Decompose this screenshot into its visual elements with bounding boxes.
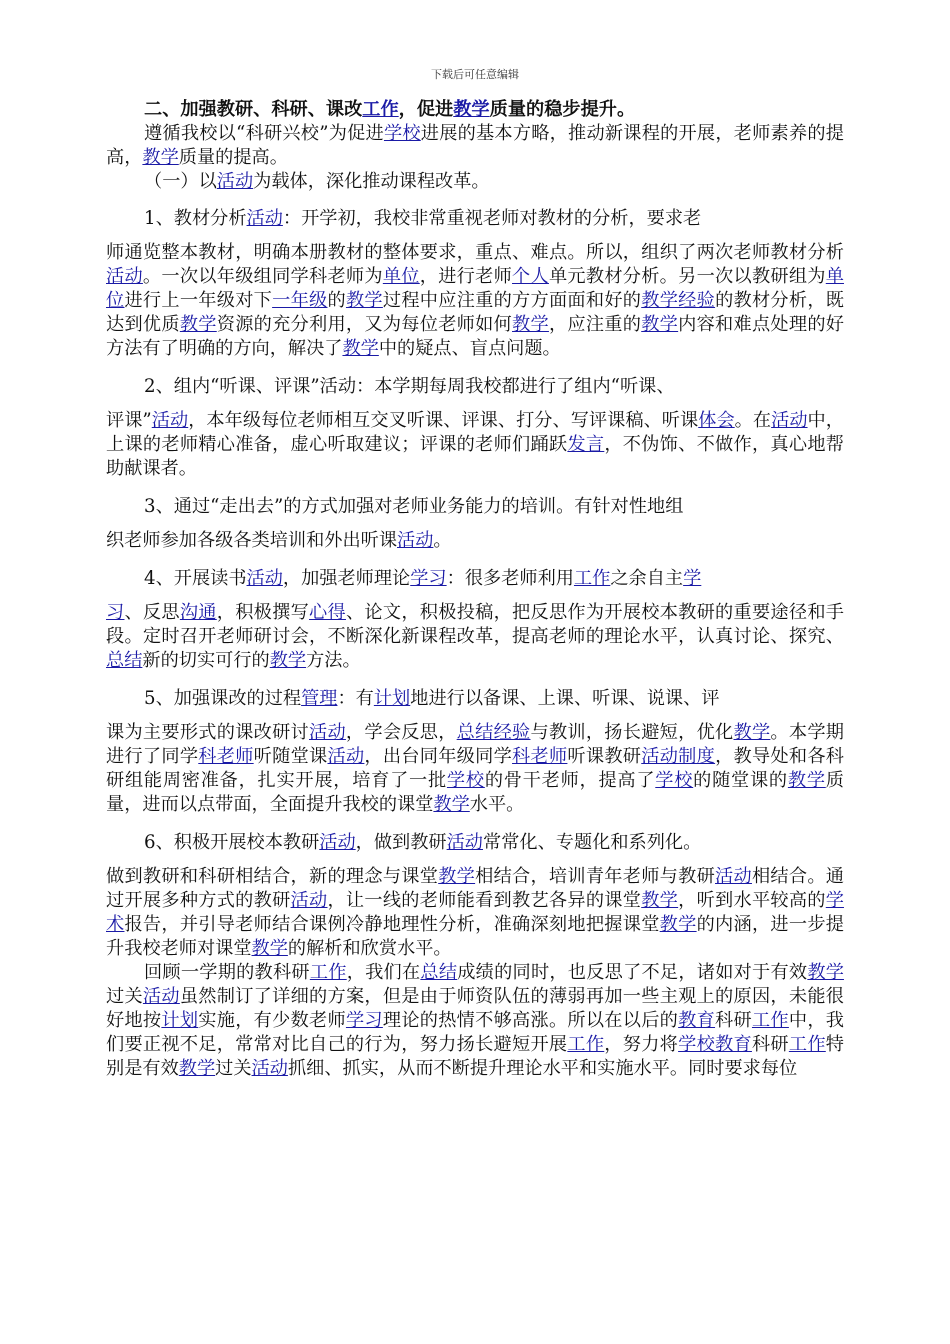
text-run: 5、加强课改的过程 xyxy=(144,688,302,709)
hyperlink[interactable]: 教学 xyxy=(342,338,379,359)
hyperlink[interactable]: 总结经验 xyxy=(456,722,531,743)
text-run: ，让一线的老师能看到教艺各异的课堂 xyxy=(327,890,642,911)
text-run: 做到教研和科研相结合，新的理念与课堂 xyxy=(106,866,439,887)
item-paragraph-6 xyxy=(106,831,844,961)
hyperlink[interactable]: 一年级 xyxy=(272,290,328,311)
text-run: 的内涵，进一步提升我校老师对课堂 xyxy=(106,914,844,959)
text-run: 进展的基本方略，推动新课程的开展，老师素养的提高， xyxy=(106,123,844,168)
text-run: ，积极撰写 xyxy=(216,602,310,623)
text-run: ，我们在 xyxy=(346,962,421,983)
text-run: 听课教研 xyxy=(567,746,642,767)
hyperlink[interactable]: 学校教育 xyxy=(678,1034,752,1055)
hyperlink[interactable]: 计划 xyxy=(161,1010,199,1031)
hyperlink[interactable]: 体会 xyxy=(698,410,735,431)
hyperlink[interactable]: 活动 xyxy=(142,986,180,1007)
text-run: ，加强老师理论 xyxy=(282,568,411,589)
hyperlink[interactable]: 科老师 xyxy=(512,746,568,767)
text-run: ：很多老师利用 xyxy=(446,568,574,589)
text-run: 内容和难点处理的好方法有了明确的方向，解决了 xyxy=(106,314,844,359)
item-paragraph-2 xyxy=(106,375,844,481)
hyperlink[interactable]: 学习 xyxy=(345,1010,383,1031)
paragraph-first-line xyxy=(106,495,844,519)
hyperlink[interactable]: 工作 xyxy=(751,1010,789,1031)
hyperlink[interactable]: 教学 xyxy=(178,1058,216,1079)
text-run: 。 xyxy=(433,530,452,551)
text-run: 过程中应注重的方方面面和好的 xyxy=(382,290,642,311)
text-run: 成绩的同时，也反思了不足，诸如对于有效 xyxy=(457,962,808,983)
text-run: 质量的稳步提升。 xyxy=(489,99,636,120)
hyperlink[interactable]: 教学经验 xyxy=(641,290,716,311)
hyperlink[interactable]: 教学 xyxy=(787,770,826,791)
paragraph-first-line xyxy=(106,567,844,591)
text-run: 新的切实可行的 xyxy=(142,650,270,671)
hyperlink[interactable]: 工作 xyxy=(567,1034,605,1055)
text-run: 。在 xyxy=(734,410,772,431)
text-run: ，不伪饰、不做作，真心地帮助献课者。 xyxy=(106,434,844,479)
hyperlink[interactable]: 活动 xyxy=(446,832,483,853)
text-run: 科研 xyxy=(715,1010,752,1031)
hyperlink[interactable]: 心得 xyxy=(309,602,346,623)
section-heading xyxy=(106,98,844,122)
hyperlink[interactable]: 学术 xyxy=(106,890,844,935)
text-run: 理论的热情不够高涨。所以在以后的 xyxy=(382,1010,679,1031)
hyperlink[interactable]: 个人 xyxy=(512,266,549,287)
hyperlink[interactable]: 活动 xyxy=(246,568,283,589)
hyperlink[interactable]: 活动 xyxy=(327,746,365,767)
hyperlink[interactable]: 活动 xyxy=(251,1058,288,1079)
text-run: 之余自主 xyxy=(610,568,684,589)
hyperlink[interactable]: 总结 xyxy=(106,650,143,671)
item-paragraph-4 xyxy=(106,567,844,673)
text-run: 科研 xyxy=(751,1034,789,1055)
text-run: ：开学初，我校非常重视老师对教材的分析，要求老 xyxy=(282,208,702,229)
intro-paragraph xyxy=(106,122,844,170)
text-run: 相结合。通过开展多种方式的教研 xyxy=(106,866,844,911)
text-run: 课为主要形式的课改研讨 xyxy=(106,722,309,743)
hyperlink[interactable]: 活动 xyxy=(106,266,143,287)
hyperlink[interactable]: 教学 xyxy=(433,794,470,815)
text-run: 中，上课的老师精心准备，虚心听取建议；评课的老师们踊跃 xyxy=(106,410,844,455)
text-run: 的 xyxy=(327,290,346,311)
text-run: 中，我们要正视不足，常常对比自己的行为，努力扬长避短开展 xyxy=(106,1010,844,1055)
text-run: 实施，有少数老师 xyxy=(198,1010,346,1031)
hyperlink[interactable]: 学校 xyxy=(383,123,421,144)
text-run: 过关 xyxy=(106,986,143,1007)
text-run: ，做到教研 xyxy=(355,832,447,853)
hyperlink[interactable]: 工作 xyxy=(573,568,611,589)
text-run: 听随堂课 xyxy=(253,746,328,767)
text-run: 1、教材分析 xyxy=(144,208,247,229)
hyperlink[interactable]: 教学 xyxy=(453,99,490,120)
hyperlink[interactable]: 活动 xyxy=(216,171,254,192)
hyperlink[interactable]: 单位 xyxy=(382,266,420,287)
text-run: 资源的充分利用，又为每位老师如何 xyxy=(216,314,513,335)
text-run: ，促进 xyxy=(398,99,454,120)
hyperlink[interactable]: 教学 xyxy=(733,722,771,743)
text-run: 2、组内“听课、评课”活动：本学期每周我校都进行了组内“听课、 xyxy=(144,376,675,397)
text-run: ，努力将 xyxy=(604,1034,679,1055)
text-run: 过关 xyxy=(215,1058,252,1079)
text-run: （一）以 xyxy=(144,171,217,192)
text-run: 、反思 xyxy=(124,602,180,623)
hyperlink[interactable]: 活动 xyxy=(246,208,283,229)
paragraph-first-line xyxy=(106,687,844,711)
paragraph-first-line xyxy=(106,207,844,231)
text-run: 、论文，积极投稿，把反思作为开展校本教研的重要途径和手段。定时召开老师研讨会，不断深化新课程改革，提高老师的理论水平，认真讨论、探究、 xyxy=(106,602,844,647)
hyperlink[interactable]: 教学 xyxy=(269,650,307,671)
hyperlink[interactable]: 活动 xyxy=(715,866,752,887)
text-run: 二、加强教研、科研、课改 xyxy=(144,99,363,120)
text-run: 织老师参加各级各类培训和外出听课 xyxy=(106,530,398,551)
text-run: ，出台同年级同学 xyxy=(364,746,513,767)
item-paragraph-3 xyxy=(106,495,844,553)
hyperlink[interactable]: 教学 xyxy=(807,962,844,983)
text-run: 师通览整本教材，明确本册教材的整体要求，重点、难点。所以，组织了两次老师教材分析 xyxy=(106,242,844,263)
hyperlink[interactable]: 计划 xyxy=(373,688,411,709)
text-run: 评课” xyxy=(106,410,152,431)
text-run: 的随堂课的 xyxy=(693,770,788,791)
hyperlink[interactable]: 学习 xyxy=(410,568,447,589)
hyperlink[interactable]: 科老师 xyxy=(198,746,254,767)
text-run: 的骨干老师，提高了 xyxy=(484,770,656,791)
text-run: 6、积极开展校本教研 xyxy=(144,832,320,853)
text-run: 常常化、专题化和系列化。 xyxy=(483,832,702,853)
text-run: 。一次以年级组同学科老师为 xyxy=(142,266,383,287)
hyperlink[interactable]: 活动 xyxy=(309,722,346,743)
text-run: 单元教材分析。另一次以教研组为 xyxy=(548,266,826,287)
hyperlink[interactable]: 活动制度 xyxy=(641,746,716,767)
paragraph-first-line xyxy=(106,831,844,855)
subsection-title xyxy=(106,170,844,194)
text-run: 遵循我校以“科研兴校”为促进 xyxy=(144,123,384,144)
text-run: ，学会反思， xyxy=(345,722,457,743)
hyperlink[interactable]: 沟通 xyxy=(179,602,217,623)
hyperlink[interactable]: 单位 xyxy=(106,266,844,311)
text-run: ：有 xyxy=(337,688,374,709)
hyperlink[interactable]: 教学 xyxy=(659,914,697,935)
hyperlink[interactable]: 工作 xyxy=(309,962,347,983)
text-run: 回顾一学期的教科研 xyxy=(144,962,310,983)
text-run: ，进行老师 xyxy=(419,266,513,287)
item-paragraph-5 xyxy=(106,687,844,817)
hyperlink[interactable]: 活动 xyxy=(151,410,189,431)
text-run: ，听到水平较高的 xyxy=(678,890,826,911)
hyperlink[interactable]: 教育 xyxy=(678,1010,716,1031)
hyperlink[interactable]: 教学 xyxy=(179,314,217,335)
hyperlink[interactable]: 工作 xyxy=(362,99,399,120)
hyperlink[interactable]: 学校 xyxy=(655,770,694,791)
hyperlink[interactable]: 活动 xyxy=(319,832,356,853)
text-run: 虽然制订了详细的方案，但是由于师资队伍的薄弱再加一些主观上的原因，未能很好地按 xyxy=(106,986,844,1031)
hyperlink[interactable]: 学校 xyxy=(446,770,485,791)
text-run: 相结合，培训青年老师与教研 xyxy=(475,866,716,887)
hyperlink[interactable]: 教学 xyxy=(142,147,179,168)
text-run: 的解析和欣赏水平。 xyxy=(287,938,452,959)
text-run: 水平。 xyxy=(469,794,525,815)
hyperlink[interactable]: 活动 xyxy=(771,410,808,431)
text-run: 的教材分析，既达到优质 xyxy=(106,290,844,335)
document-body xyxy=(106,98,844,1081)
text-run: 3、通过“走出去”的方式加强对老师业务能力的培训。有针对性地组 xyxy=(144,496,684,517)
paragraph-first-line xyxy=(106,375,844,399)
hyperlink[interactable]: 教学 xyxy=(512,314,549,335)
review-paragraph xyxy=(106,961,844,1081)
hyperlink[interactable]: 习 xyxy=(106,602,125,623)
text-run: 为载体，深化推动课程改革。 xyxy=(253,171,490,192)
hyperlink[interactable]: 学 xyxy=(683,568,702,589)
hyperlink[interactable]: 工作 xyxy=(788,1034,826,1055)
text-run: ，教导处和各科研组能周密准备，扎实开展，培育了一批 xyxy=(106,746,844,791)
text-run: 特别是有效 xyxy=(106,1034,844,1079)
hyperlink[interactable]: 教学 xyxy=(641,314,679,335)
text-run: 方法。 xyxy=(306,650,361,671)
text-run: 与教训，扬长避短，优化 xyxy=(530,722,734,743)
text-run: ，应注重的 xyxy=(548,314,642,335)
text-run: 地进行以备课、上课、听课、说课、评 xyxy=(410,688,720,709)
text-run: 中的疑点、盲点问题。 xyxy=(378,338,561,359)
hyperlink[interactable]: 教学 xyxy=(641,890,679,911)
hyperlink[interactable]: 活动 xyxy=(290,890,328,911)
text-run: 报告，并引导老师结合课例冷静地理性分析，准确深刻地把握课堂 xyxy=(124,914,660,935)
hyperlink[interactable]: 教学 xyxy=(438,866,476,887)
hyperlink[interactable]: 总结 xyxy=(420,962,458,983)
text-run: 。本学期进行了同学 xyxy=(106,722,844,767)
text-run: 进行上一年级对下 xyxy=(124,290,273,311)
hyperlink[interactable]: 教学 xyxy=(345,290,383,311)
hyperlink[interactable]: 管理 xyxy=(301,688,338,709)
text-run: 质量的提高。 xyxy=(178,147,288,168)
hyperlink[interactable]: 发言 xyxy=(567,434,605,455)
text-run: 4、开展读书 xyxy=(144,568,247,589)
hyperlink[interactable]: 教学 xyxy=(251,938,288,959)
text-run: 抓细、抓实，从而不断提升理论水平和实施水平。同时要求每位 xyxy=(287,1058,798,1079)
page-header: 下载后可任意编辑 xyxy=(431,68,519,81)
hyperlink[interactable]: 活动 xyxy=(397,530,434,551)
text-run: ，本年级每位老师相互交叉听课、评课、打分、写评课稿、听课 xyxy=(188,410,699,431)
text-run: 质量，进而以点带面，全面提升我校的课堂 xyxy=(106,770,844,815)
item-paragraph-1 xyxy=(106,207,844,361)
